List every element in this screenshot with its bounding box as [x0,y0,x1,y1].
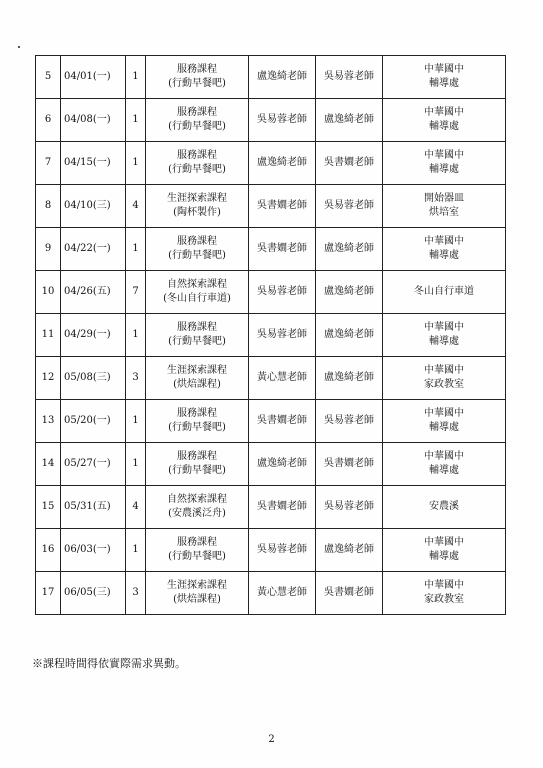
course-name [146,529,249,572]
course-name [146,228,249,271]
session-number: 12 [36,357,61,400]
location-line: 家政教室 [424,594,464,605]
teacher-primary: 吳書嫺老師 [249,228,316,271]
teacher-secondary: 吳易蓉老師 [316,56,383,99]
location-line: 烘培室 [429,207,459,218]
location-line: 中華國中 [424,150,464,161]
teacher-secondary: 吳書嫺老師 [316,142,383,185]
location [383,443,506,486]
location-line: 中華國中 [424,107,464,118]
session-hours: 1 [126,443,146,486]
location-line: 中華國中 [424,451,464,462]
teacher-secondary: 吳易蓉老師 [316,185,383,228]
session-hours: 1 [126,56,146,99]
location-line: 中華國中 [424,365,464,376]
location-line: 中華國中 [424,537,464,548]
course-name-line: 服務課程 [177,537,217,548]
table-row [36,572,506,615]
course-name [146,56,249,99]
course-name [146,99,249,142]
table-row [36,443,506,486]
session-date: 05/27(一) [61,443,126,486]
session-hours: 1 [126,400,146,443]
scan-speck [18,46,20,48]
teacher-primary: 黃心慧老師 [249,357,316,400]
course-name-line: 自然探索課程 [167,279,227,290]
session-date: 04/22(一) [61,228,126,271]
session-number: 11 [36,314,61,357]
location [383,185,506,228]
teacher-secondary: 吳書嫺老師 [316,443,383,486]
session-number: 17 [36,572,61,615]
teacher-primary: 吳書嫺老師 [249,486,316,529]
session-number: 15 [36,486,61,529]
session-hours: 1 [126,529,146,572]
location-line: 中華國中 [424,322,464,333]
location-line: 開始器皿 [424,193,464,204]
location-line: 中華國中 [424,64,464,75]
course-name [146,185,249,228]
table-row [36,271,506,314]
location-line: 冬山自行車道 [414,286,474,297]
session-date: 05/08(三) [61,357,126,400]
location-line: 輔導處 [429,336,459,347]
course-name-line: (行動早餐吧) [168,164,226,175]
course-name-line: 服務課程 [177,236,217,247]
teacher-primary: 黃心慧老師 [249,572,316,615]
course-name-line: (陶杯製作) [173,207,221,218]
location [383,572,506,615]
teacher-secondary: 盧逸綺老師 [316,357,383,400]
teacher-primary: 盧逸綺老師 [249,56,316,99]
location-line: 中華國中 [424,236,464,247]
session-date: 05/20(一) [61,400,126,443]
teacher-primary: 吳書嫺老師 [249,185,316,228]
session-hours: 4 [126,486,146,529]
location [383,529,506,572]
session-date: 06/03(一) [61,529,126,572]
page-number: 2 [268,734,275,745]
table-row [36,228,506,271]
location-line: 輔導處 [429,551,459,562]
location-line: 輔導處 [429,121,459,132]
teacher-primary: 吳易蓉老師 [249,99,316,142]
course-name [146,357,249,400]
session-date: 04/01(一) [61,56,126,99]
location [383,228,506,271]
course-name-line: 服務課程 [177,150,217,161]
session-date: 04/29(一) [61,314,126,357]
course-name-line: (行動早餐吧) [168,551,226,562]
session-hours: 4 [126,185,146,228]
course-name-line: (烘焙課程) [173,379,221,390]
course-name-line: (冬山自行車道) [163,293,231,304]
location [383,400,506,443]
teacher-primary: 盧逸綺老師 [249,443,316,486]
location [383,56,506,99]
session-date: 06/05(三) [61,572,126,615]
course-name-line: (行動早餐吧) [168,78,226,89]
session-hours: 3 [126,357,146,400]
teacher-secondary: 盧逸綺老師 [316,529,383,572]
teacher-secondary: 盧逸綺老師 [316,314,383,357]
location [383,357,506,400]
table-row [36,486,506,529]
session-hours: 7 [126,271,146,314]
location-line: 輔導處 [429,250,459,261]
location-line: 輔導處 [429,422,459,433]
schedule-note: ※課程時間得依實際需求異動。 [32,657,186,670]
teacher-primary: 吳易蓉老師 [249,314,316,357]
session-hours: 1 [126,142,146,185]
course-name-line: (行動早餐吧) [168,250,226,261]
course-name [146,142,249,185]
course-name [146,572,249,615]
table-row [36,99,506,142]
session-date: 05/31(五) [61,486,126,529]
location-line: 家政教室 [424,379,464,390]
session-number: 10 [36,271,61,314]
session-hours: 3 [126,572,146,615]
teacher-secondary: 吳書嫺老師 [316,572,383,615]
schedule-table [35,55,506,615]
location [383,314,506,357]
teacher-secondary: 盧逸綺老師 [316,271,383,314]
session-number: 13 [36,400,61,443]
session-hours: 1 [126,314,146,357]
session-number: 9 [36,228,61,271]
table-row [36,357,506,400]
table-row [36,56,506,99]
location-line: 輔導處 [429,78,459,89]
teacher-primary: 盧逸綺老師 [249,142,316,185]
session-date: 04/10(三) [61,185,126,228]
course-name [146,271,249,314]
session-date: 04/08(一) [61,99,126,142]
teacher-secondary: 盧逸綺老師 [316,99,383,142]
course-name-line: 生涯探索課程 [167,193,227,204]
table-row [36,529,506,572]
session-number: 6 [36,99,61,142]
session-date: 04/15(一) [61,142,126,185]
table-row [36,400,506,443]
location [383,142,506,185]
course-name [146,400,249,443]
course-name-line: 服務課程 [177,451,217,462]
course-name-line: (安農溪泛舟) [168,508,226,519]
location-line: 中華國中 [424,408,464,419]
location-line: 中華國中 [424,580,464,591]
session-hours: 1 [126,228,146,271]
course-name-line: (行動早餐吧) [168,121,226,132]
course-name-line: 自然探索課程 [167,494,227,505]
table-row [36,314,506,357]
course-name-line: 服務課程 [177,408,217,419]
location-line: 輔導處 [429,465,459,476]
teacher-secondary: 盧逸綺老師 [316,228,383,271]
course-name-line: 生涯探索課程 [167,365,227,376]
teacher-secondary: 吳易蓉老師 [316,400,383,443]
teacher-primary: 吳書嫺老師 [249,400,316,443]
table-row [36,142,506,185]
teacher-secondary: 吳易蓉老師 [316,486,383,529]
session-hours: 1 [126,99,146,142]
session-number: 16 [36,529,61,572]
course-name [146,314,249,357]
schedule-body [36,56,506,615]
course-name [146,486,249,529]
location-line: 輔導處 [429,164,459,175]
session-number: 14 [36,443,61,486]
session-number: 8 [36,185,61,228]
course-name-line: (烘焙課程) [173,594,221,605]
session-date: 04/26(五) [61,271,126,314]
course-name-line: 服務課程 [177,322,217,333]
teacher-primary: 吳易蓉老師 [249,271,316,314]
location [383,486,506,529]
course-name-line: 服務課程 [177,64,217,75]
course-name-line: (行動早餐吧) [168,465,226,476]
course-name [146,443,249,486]
location [383,271,506,314]
session-number: 5 [36,56,61,99]
course-name-line: (行動早餐吧) [168,336,226,347]
location [383,99,506,142]
session-number: 7 [36,142,61,185]
course-name-line: (行動早餐吧) [168,422,226,433]
location-line: 安農溪 [429,501,459,512]
course-name-line: 服務課程 [177,107,217,118]
course-name-line: 生涯探索課程 [167,580,227,591]
teacher-primary: 吳易蓉老師 [249,529,316,572]
table-row [36,185,506,228]
